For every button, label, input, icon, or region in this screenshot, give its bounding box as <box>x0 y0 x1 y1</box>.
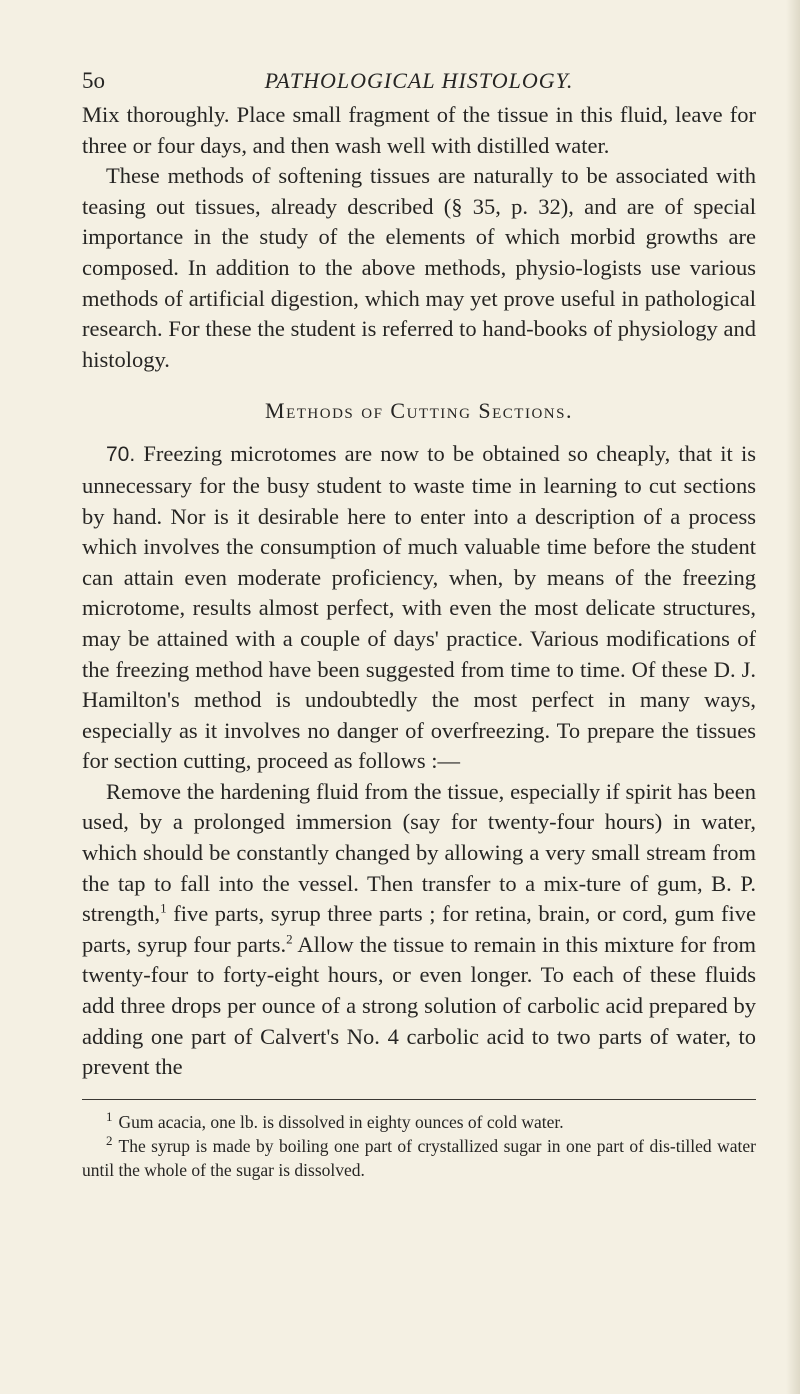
footnote-1 <box>82 1110 756 1134</box>
paragraph-softening-methods: These methods of softening tissues are naturally to be associated with teasing out tissues, already described (§ 35, p. 32), and are of special importance in the study of the elements of which morbid growths are composed. In addition to the above methods, physio-logists use various methods of artificial digestion, which may yet prove useful in pathological research. For these the student is referred to hand-books of physiology and histology. <box>82 163 756 372</box>
section-heading: Methods of Cutting Sections. <box>265 398 573 424</box>
footnote-mark: 2 <box>106 1132 113 1148</box>
footnote-text: Gum acacia, one lb. is dissolved in eighty ounces of cold water. <box>118 1111 564 1132</box>
paragraph-text: Freezing microtomes are now to be obtained so cheaply, that it is unnecessary for the busy student to waste time in learning to cut sections by hand. Nor is it desirable here to enter into a description of a process which involves the consumption of much valuable time before the student can attain even moderate proficiency, when, by means of the freezing microtome, results almost perfect, with even the most delicate structures, may be attained with a couple of days' practice. Various modifications of the freezing method have been suggested from time to time. Of these D. J. Hamilton's method is undoubtedly the most perfect in many ways, especially as it involves no danger of overfreezing. To prepare the tissues for section cutting, proceed as follows :— <box>82 441 756 774</box>
paragraph-number: 70. <box>106 443 136 467</box>
footnote-2 <box>82 1134 756 1182</box>
paragraph-remove-hardening-fluid <box>82 777 756 1083</box>
paragraph-text-part-b: five parts, syrup three parts ; for retina, brain, or cord, gum five parts, syrup four parts. <box>82 901 756 957</box>
paragraph-mix-thoroughly: Mix thoroughly. Place small fragment of the tissue in this fluid, leave for three or four days, and then wash well with distilled water. <box>82 102 756 158</box>
page-number: 5o <box>82 68 105 93</box>
page-header <box>82 60 756 100</box>
paragraph-text-part-c: Allow the tissue to remain in this mixture for from twenty-four to forty-eight hours, or even longer. To each of these fluids add three drops per ounce of a strong solution of carbolic acid prepared by adding one part of Calvert's No. 4 carbolic acid to two parts of water, to prevent the <box>82 931 756 1080</box>
page-edge-shading <box>786 0 800 1394</box>
paragraph-text-part-a: Remove the hardening fluid from the tissue, especially if spirit has been used, by a prolonged immersion (say for twenty-four hours) in water, which should be constantly changed by allowing a very small stream from the tap to fall into the vessel. Then transfer to a mix-ture of gum, B. P. strength, <box>82 778 756 927</box>
footnote-text: The syrup is made by boiling one part of crystallized sugar in one part of dis-tilled water until the whole of the sugar is dissolved. <box>82 1135 756 1180</box>
footnote-mark: 1 <box>106 1108 113 1124</box>
footnote-reference-2: 2 <box>286 931 293 947</box>
footnote-divider <box>82 1099 756 1100</box>
running-title: PATHOLOGICAL HISTOLOGY. <box>264 68 574 93</box>
footnote-reference-1: 1 <box>160 900 167 916</box>
book-page <box>82 60 756 1182</box>
paragraph-freezing-microtomes <box>82 439 756 777</box>
